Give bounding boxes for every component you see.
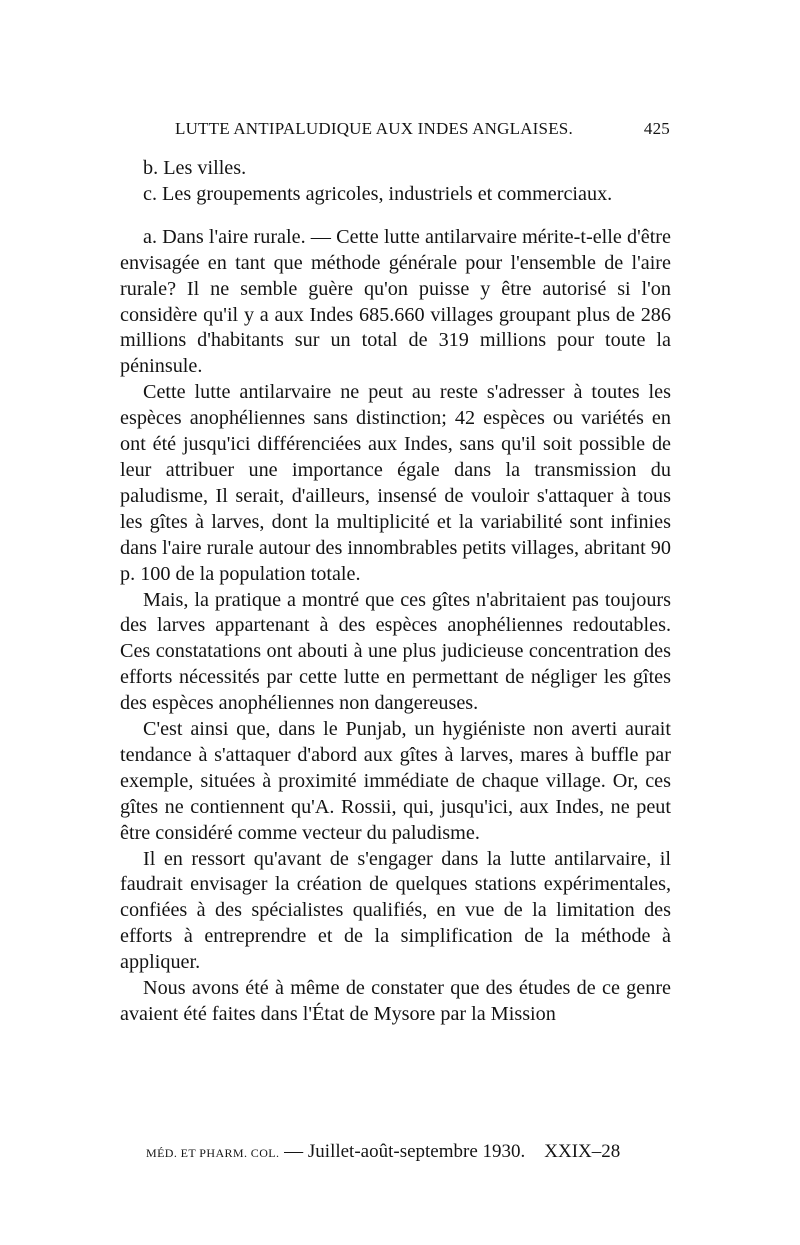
list-item-c: c. Les groupements agricoles, industriels et commerciaux. xyxy=(143,182,613,205)
paragraph-species: Cette lutte antilarvaire ne peut au reste s'adresser à toutes les espèces anophéliennes sans distinction; 42 espèces ou variétés en ont été jusqu'ici différenciées aux Indes, sans qu'il soit possible de leur attribuer une importance égale dans la transmission du paludisme, Il serait, d'ailleurs, insensé de vouloir s'attaquer à tous les gîtes à larves, dont la multiplicité et la variabilité sont infinies dans l'aire rurale autour des innombrables petits villages, abritant 90 p. 100 de la population totale. xyxy=(120,381,671,585)
paragraph-mysore: Nous avons été à même de constater que des études de ce genre avaient été faites dans l'État de Mysore par la Mission xyxy=(120,977,671,1025)
running-title: LUTTE ANTIPALUDIQUE AUX INDES ANGLAISES. xyxy=(175,119,573,138)
paragraph-rural-area: a. Dans l'aire rurale. — Cette lutte antilarvaire mérite-t-elle d'être envisagée en tant que méthode générale pour l'ensemble de l'aire rurale? Il ne semble guère qu'on puisse y être autorisé si l'on considère qu'il y a aux Indes 685.660 villages groupant plus de 286 millions d'habitants sur un total de 319 millions pour toute la péninsule. xyxy=(120,225,671,378)
journal-name: MÉD. ET PHARM. COL. xyxy=(146,1146,280,1160)
list-item-b: b. Les villes. xyxy=(143,157,247,179)
page-number: 425 xyxy=(643,119,670,138)
issue-date: — Juillet-août-septembre 1930. xyxy=(284,1141,526,1162)
signature-mark: XXIX–28 xyxy=(544,1141,621,1162)
paragraph-punjab: C'est ainsi que, dans le Punjab, un hygiéniste non averti aurait tendance à s'attaquer d'abord aux gîtes à larves, mares à buffle par exemple, situées à proximité immédiate de chaque village. Or, ces gîtes ne contiennent qu'A. Rossii, qui, jusqu'ici, aux Indes, ne peut être considéré comme vecteur du paludisme. xyxy=(120,718,671,844)
paragraph-practice: Mais, la pratique a montré que ces gîtes n'abritaient pas toujours des larves appartenant à des espèces anophéliennes redoutables. Ces constatations ont abouti à une plus judicieuse concentration des efforts nécessités par cette lutte en permettant de négliger les gîtes des espèces anophéliennes non dangereuses. xyxy=(120,588,671,715)
paragraph-experimental-stations: Il en ressort qu'avant de s'engager dans la lutte antilarvaire, il faudrait envisager la création de quelques stations expérimentales, confiées à des spécialistes qualifiés, en vue de la limitation des efforts à entreprendre et de la simplification de la méthode à appliquer. xyxy=(120,847,671,974)
body-text xyxy=(120,156,671,1028)
page-footer xyxy=(146,1141,666,1163)
